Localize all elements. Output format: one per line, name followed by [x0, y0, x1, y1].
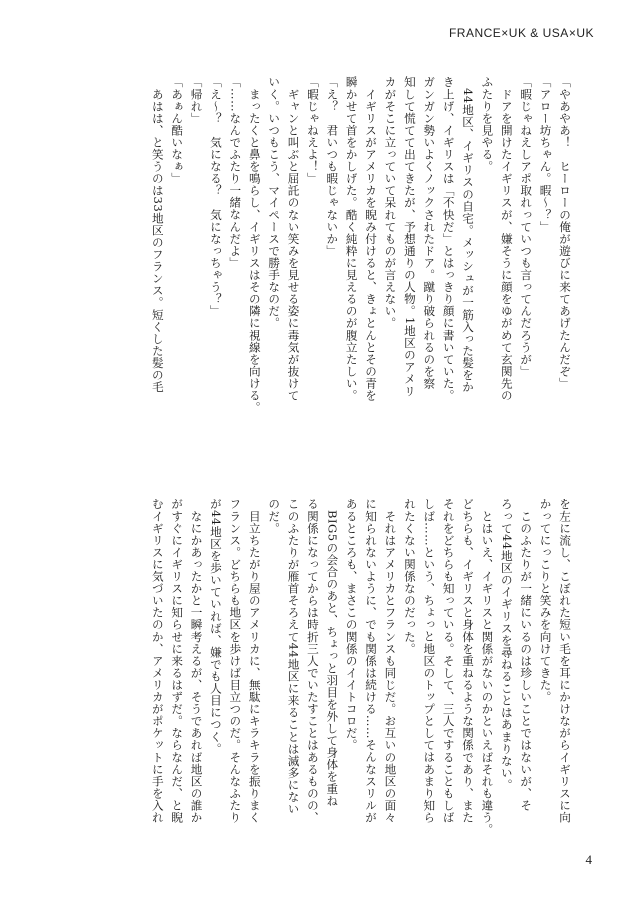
text-column: BIG5の会合のあと、ちょっと羽目を外して身体を重ね	[325, 498, 340, 807]
text-column: 「あぁん酷いなぁ」	[170, 76, 185, 185]
text-column: が44地区を歩いていれば、嫌でも人目につく。	[208, 498, 223, 755]
text-column: イギリスがアメリカを睨み付けると、きょとんとその青を	[364, 76, 379, 402]
text-column: しば……という、ちょっと地区のトップとしてはあまり知ら	[422, 498, 437, 824]
text-column: 「アロー坊ちゃん。暇～？」	[538, 76, 553, 233]
text-column: フランス。どちらも地区を歩けば目立つのだ。そんなふたり	[228, 498, 243, 824]
text-column: 「暇じゃねえよ！」	[305, 76, 320, 185]
text-column: このふたりが一緒にいるのは珍しいことではないが、そ	[519, 498, 534, 812]
text-column: ギャンと叫ぶと屈託のない笑みを見せる姿に毒気が抜けて	[286, 76, 301, 402]
text-column: とはいえ、イギリスと関係がないのかといえばそれも違う。	[480, 498, 495, 836]
text-column: 目立ちたがり屋のアメリカに、無駄にキラキラを振りまく	[247, 498, 262, 824]
text-column: ろって44地区のイギリスを尋ねることはあまりない。	[499, 498, 514, 791]
text-column: き上げ、イギリスは「不快だ」とはっきり顔に書いていた。	[441, 76, 456, 402]
text-column: あはは、と笑うのは33地区のフランス。短くした髪の毛	[150, 76, 165, 393]
text-column: 瞬かせて首をかしげた。酷く純粋に見えるのが腹立たしい。	[344, 76, 359, 402]
text-column: を左に流し、こぼれた短い毛を耳にかけながらイギリスに向	[558, 498, 572, 824]
text-column: 「え～？ 気になる？ 気になっちゃう？」	[208, 76, 223, 317]
text-column: カがそこに立っていて呆れてものが言えない。	[383, 76, 398, 330]
page-number: 4	[585, 852, 592, 867]
text-column: ドアを開けたイギリスが、嫌そうに顔をゆがめて玄関先の	[499, 76, 514, 402]
text-column: る関係になってからは時折三人でいたすことはあるものの、	[305, 498, 320, 824]
text-column: ガンガン勢いよくノックされたドア。蹴り破られるのを察	[422, 76, 437, 390]
running-header: FRANCE×UK & USA×UK	[448, 26, 594, 40]
text-column: かってにっこりと笑みを向けてきた。	[538, 498, 553, 703]
text-column: それはアメリカとフランスも同じだ。お互いの地区の面々	[383, 498, 398, 824]
text-column: むイギリスに気づいたのか、アメリカがポケットに手を入れ	[150, 498, 165, 824]
text-column: このふたりが雁首そろえて44地区に来ることは滅多にない	[286, 498, 301, 815]
text-column: いく。いつもこう、マイペースで勝手なのだ。	[267, 76, 282, 330]
text-column: 「暇じゃねえしアポ取れっていつも言ってんだろうが」	[519, 76, 534, 378]
text-column: まったくと鼻を鳴らし、イギリスはその隣に視線を向ける。	[247, 76, 262, 414]
text-column: なにかあったかと一瞬考えるが、そうであれば地区の誰か	[189, 498, 204, 824]
text-column: それをどちらも知っている。そして、三人ですることもしば	[441, 498, 456, 824]
text-block-bottom	[116, 498, 572, 836]
text-column: に知られないように、でも関係は続ける……そんなスリルが	[364, 498, 379, 824]
text-column: 「……なんでふたり一緒なんだよ」	[228, 76, 243, 269]
text-column: 「帰れ」	[189, 76, 204, 125]
text-column: あるところも、まさこの関係のイイトコロだ。	[344, 498, 359, 752]
text-column: ふたりを見やる。	[480, 76, 495, 173]
text-column: 知して慌てて出てきたが、予想通りの人物。1地区のアメリ	[402, 76, 417, 398]
text-column: 44地区、イギリスの自宅。メッシュが一筋入った髪をか	[461, 76, 476, 393]
text-column: がすぐにイギリスに知らせに来るはずだ。ならなんだ、と睨	[170, 498, 185, 824]
text-column: のだ。	[267, 498, 282, 535]
text-column: 「やあやあ！ ヒーローの俺が遊びに来てあげたんだぞ」	[558, 76, 572, 390]
text-column: どちらも、イギリスと身体を重ねるような関係であり、また	[461, 498, 476, 824]
text-block-top	[150, 76, 572, 416]
text-column: 「え？ 君いつも暇じゃないか」	[325, 76, 340, 257]
text-column: れたくない関係なのだった。	[402, 498, 417, 655]
